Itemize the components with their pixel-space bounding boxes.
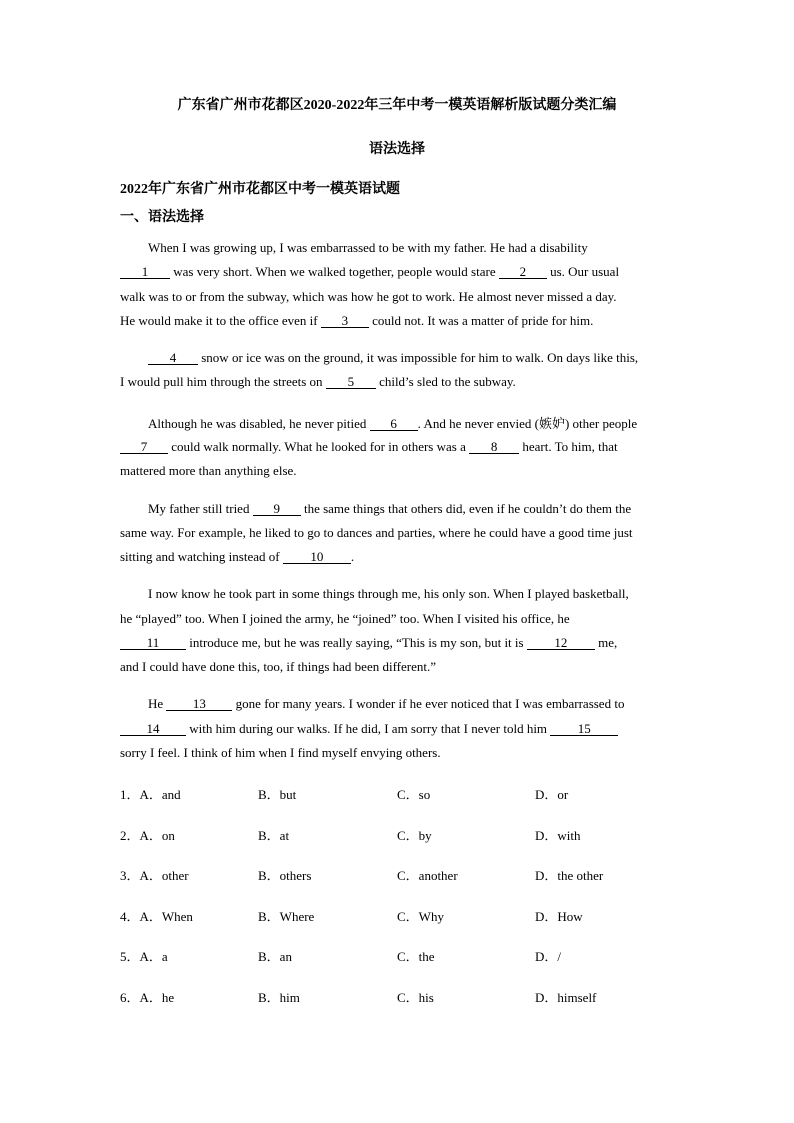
passage-text: snow or ice was on the ground, it was impossible for him to walk. On days like this, [201, 350, 639, 365]
answer-blank: 12 [527, 636, 595, 650]
option-a[interactable]: 2．A．on [120, 828, 175, 843]
passage-line: mattered more than anything else. [120, 463, 297, 478]
passage-text: gone for many years. I wonder if he ever noticed that I was embarrassed to [235, 696, 625, 711]
answer-blank: 11 [120, 636, 186, 650]
passage-text: Although he was disabled, he never pitied [148, 416, 367, 431]
passage-line [120, 549, 354, 565]
option-d[interactable]: D．or [535, 787, 569, 802]
passage-text: . And he never envied (嫉妒) other people [417, 416, 638, 431]
answer-blank: 6 [370, 417, 418, 431]
passage-line [148, 413, 637, 432]
passage-line [148, 501, 631, 517]
passage-text: . [350, 549, 355, 564]
sub-title: 语法选择 [369, 142, 425, 157]
option-c[interactable]: C．by [397, 828, 432, 843]
option-a[interactable]: 5．A．a [120, 949, 168, 964]
passage-line: sorry I feel. I think of him when I find myself envying others. [120, 745, 441, 760]
passage-text: with him during our walks. If he did, I am sorry that I never told him [189, 721, 548, 736]
passage-text: the same things that others did, even if he couldn’t do them the [303, 501, 632, 516]
option-d[interactable]: D．himself [535, 990, 597, 1005]
option-a[interactable]: 1．A．and [120, 787, 181, 802]
answer-blank: 14 [120, 722, 186, 736]
exam-title: 2022年广东省广州市花都区中考一模英语试题 [120, 182, 400, 197]
passage-text: heart. To him, that [522, 439, 618, 454]
passage-text: child’s sled to the subway. [379, 374, 516, 389]
passage-text: could walk normally. What he looked for in others was a [171, 439, 466, 454]
answer-blank: 10 [283, 550, 351, 564]
option-c[interactable]: C．so [397, 787, 431, 802]
option-b[interactable]: B．others [258, 868, 312, 883]
passage-text: He would make it to the office even if [120, 313, 318, 328]
passage-text: My father still tried [148, 501, 250, 516]
passage-line: I now know he took part in some things through me, his only son. When I played basketball, [148, 586, 629, 601]
option-d[interactable]: D．/ [535, 949, 562, 964]
section-title: 一、语法选择 [120, 210, 204, 225]
answer-blank: 1 [120, 265, 170, 279]
option-c[interactable]: C．another [397, 868, 458, 883]
passage-line [148, 350, 638, 366]
answer-blank: 3 [321, 314, 369, 328]
passage-line [120, 439, 618, 455]
passage-line: walk was to or from the subway, which was how he got to work. He almost never missed a day. [120, 289, 617, 304]
option-b[interactable]: B．him [258, 990, 300, 1005]
answer-blank: 7 [120, 440, 168, 454]
option-b[interactable]: B．at [258, 828, 290, 843]
answer-blank: 9 [253, 502, 301, 516]
passage-text: me, [598, 635, 618, 650]
passage-text: He [148, 696, 164, 711]
passage-line: same way. For example, he liked to go to dances and parties, where he could have a good time just [120, 525, 633, 540]
option-a[interactable]: 6．A．he [120, 990, 175, 1005]
passage-line: he “played” too. When I joined the army, he “joined” too. When I visited his office, he [120, 611, 570, 626]
option-a[interactable]: 3．A．other [120, 868, 189, 883]
passage-line: and I could have done this, too, if things had been different.” [120, 659, 437, 674]
main-title: 广东省广州市花都区2020-2022年三年中考一模英语解析版试题分类汇编 [177, 98, 617, 113]
passage-text: introduce me, but he was really saying, “This is my son, but it is [189, 635, 524, 650]
answer-blank: 8 [469, 440, 519, 454]
passage-line [120, 635, 617, 651]
option-b[interactable]: B．an [258, 949, 292, 964]
option-b[interactable]: B．Where [258, 909, 315, 924]
answer-blank: 15 [550, 722, 618, 736]
option-c[interactable]: C．his [397, 990, 434, 1005]
passage-line [120, 313, 593, 329]
option-a[interactable]: 4．A．When [120, 909, 193, 924]
passage-line [120, 721, 618, 737]
option-c[interactable]: C．Why [397, 909, 444, 924]
answer-blank: 5 [326, 375, 376, 389]
passage-line [120, 264, 619, 280]
passage-line: When I was growing up, I was embarrassed to be with my father. He had a disability [148, 240, 588, 255]
passage-text: us. Our usual [550, 264, 620, 279]
passage-text: I would pull him through the streets on [120, 374, 323, 389]
passage-text: could not. It was a matter of pride for him. [372, 313, 594, 328]
option-b[interactable]: B．but [258, 787, 297, 802]
passage-line [148, 696, 624, 712]
answer-blank: 4 [148, 351, 198, 365]
passage-line [120, 374, 516, 390]
answer-blank: 13 [166, 697, 232, 711]
option-d[interactable]: D．with [535, 828, 581, 843]
passage-text: sitting and watching instead of [120, 549, 280, 564]
passage-text: was very short. When we walked together, people would stare [173, 264, 496, 279]
option-c[interactable]: C．the [397, 949, 435, 964]
option-d[interactable]: D．How [535, 909, 583, 924]
option-d[interactable]: D．the other [535, 868, 604, 883]
answer-blank: 2 [499, 265, 547, 279]
